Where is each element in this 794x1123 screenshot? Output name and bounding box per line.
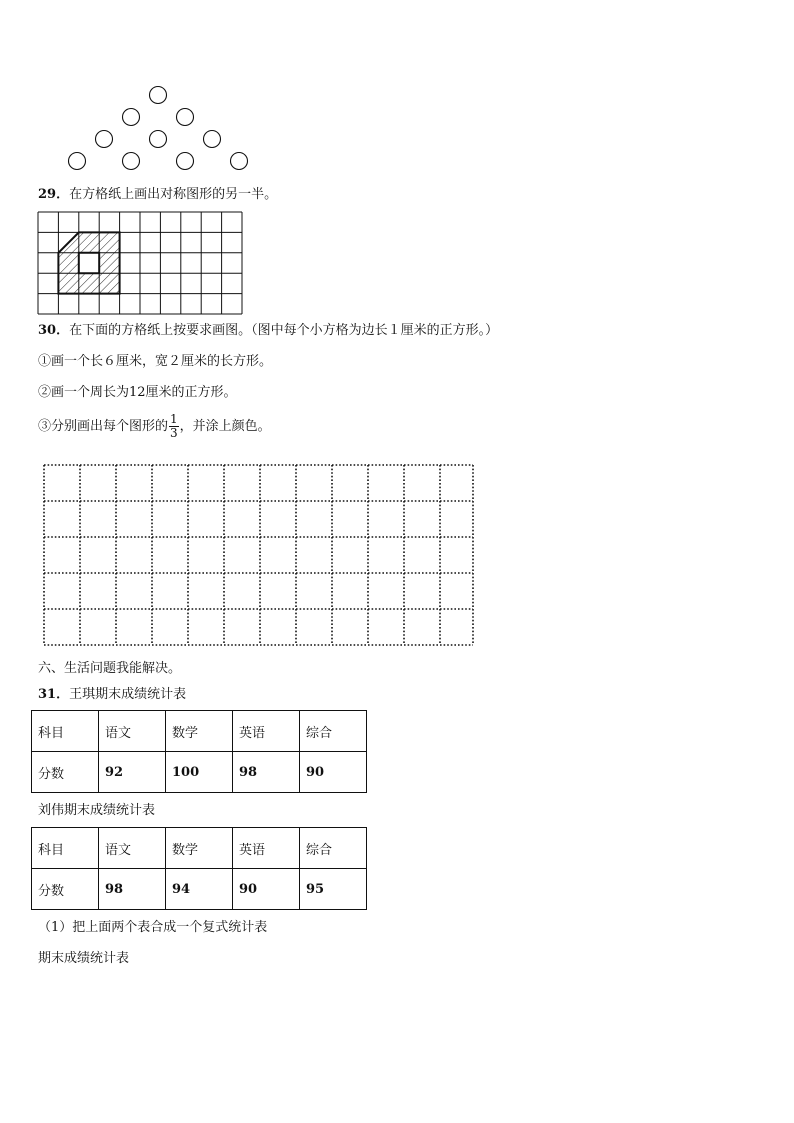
pattern-circle [69,153,86,170]
question-number: 30． [38,323,70,338]
q30-item-2: ②画一个周长为12厘米的正方形。 [38,385,237,400]
table-cell: 90 [300,752,367,793]
pattern-circle [150,131,167,148]
table2-title: 刘伟期末成绩统计表 [38,803,156,818]
circle-triangle-figure [50,80,290,190]
table-cell: 语文 [99,711,166,752]
section-6-title: 六、生活问题我能解决。 [38,661,182,676]
table-cell: 94 [166,869,233,910]
table-cell: 92 [99,752,166,793]
fraction-numerator: 1 [170,412,178,426]
table-cell: 英语 [233,828,300,869]
table-cell: 语文 [99,828,166,869]
table-row [32,711,367,752]
question-text: 在方格纸上画出对称图形的另一半。 [69,187,278,202]
table-cell: 数学 [166,828,233,869]
table1-title: 王琪期末成绩统计表 [69,687,187,702]
q30-item-3 [38,413,271,440]
wangqi-score-table [31,710,367,793]
fraction-one-third [169,413,179,440]
q30-item-1: ①画一个长６厘米，宽２厘米的长方形。 [38,354,273,369]
question-number: 29． [38,187,70,202]
question-number: 31． [38,687,70,702]
question-text: 在下面的方格纸上按要求画图。（图中每个小方格为边长１厘米的正方形。） [69,323,499,338]
combined-table-title: 期末成绩统计表 [38,951,130,966]
pattern-circle [177,153,194,170]
table-cell: 数学 [166,711,233,752]
pattern-circle [231,153,248,170]
table-cell: 科目 [32,711,99,752]
table-cell: 英语 [233,711,300,752]
question-29 [38,186,277,204]
table-cell: 98 [233,752,300,793]
dotted-drawing-grid [40,462,480,652]
table-cell: 分数 [32,752,99,793]
item3-suffix: ，并涂上颜色。 [179,419,271,434]
question-30 [38,322,498,340]
liuwei-score-table [31,827,367,910]
table-cell: 综合 [300,711,367,752]
table-cell: 分数 [32,869,99,910]
table-cell: 95 [300,869,367,910]
fraction-denominator: 3 [170,426,178,440]
table-row [32,752,367,793]
table-row [32,869,367,910]
table-cell: 98 [99,869,166,910]
hatched-half-shape [58,232,119,293]
table-cell: 综合 [300,828,367,869]
pattern-circle [96,131,113,148]
question-31 [38,686,186,704]
pattern-circle [204,131,221,148]
table-cell: 90 [233,869,300,910]
pattern-circle [177,109,194,126]
pattern-circle [123,153,140,170]
symmetry-grid [37,211,247,316]
table-cell: 100 [166,752,233,793]
pattern-circle [123,109,140,126]
q31-sub-question-1: （1）把上面两个表合成一个复式统计表 [38,920,268,935]
item3-prefix: ③分别画出每个图形的 [38,419,169,434]
pattern-circle [150,87,167,104]
table-row [32,828,367,869]
table-cell: 科目 [32,828,99,869]
